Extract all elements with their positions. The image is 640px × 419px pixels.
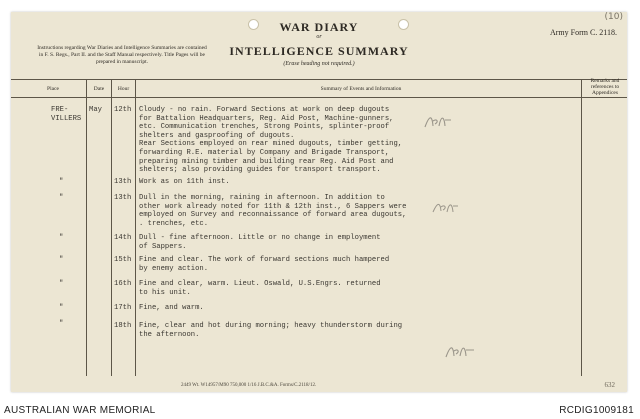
column-divider — [135, 79, 136, 376]
page-mark: (10) — [604, 12, 623, 22]
title-war-diary: WAR DIARY — [279, 20, 359, 34]
column-header-remarks: Remarks and references to Appendices — [590, 78, 620, 96]
entry-summary: Cloudy - no rain. Forward Sections at work on deep dugouts for Battalion Headquarters, Reg. Aid Post, Machine-gunners, etc. Communication trenches, Strong Points, splinter-proof shelters and gasproofing of dugouts. Rear Sections employed on rear mined dugouts, timber getting, forwarding R.E. material by Company and Brigade Transport, preparing mining timber and building rear Reg. Aid Post and shelters; also providing guides for transport transport. — [139, 106, 403, 175]
entry-day: 14th — [114, 234, 132, 242]
entry-summary: Work as on 11th inst. — [139, 178, 230, 186]
title-subtitle: (Erase heading not required.) — [283, 61, 355, 67]
entry-day: 13th — [114, 178, 132, 186]
entry-day: 13th — [114, 194, 132, 202]
entry-place: " — [59, 280, 64, 288]
entry-place: " — [59, 234, 64, 242]
column-divider — [86, 79, 87, 376]
archive-id: RCDIG1009181 — [559, 405, 634, 416]
table-header-rule — [11, 97, 627, 98]
page-number: 632 — [604, 381, 615, 389]
archive-caption-bar — [0, 403, 640, 419]
column-divider — [111, 79, 112, 376]
entry-place: " — [59, 194, 64, 202]
entry-summary: Dull in the morning, raining in afternoon. In addition to other work already noted for 11th & 12th inst., 6 Sappers were employed on Survey and reconnaissance of forward area dugouts, . trenches, etc. — [139, 194, 407, 228]
title-intelligence-summary: INTELLIGENCE SUMMARY — [229, 44, 409, 58]
entry-summary: Fine, and warm. — [139, 304, 204, 312]
handwritten-initials-mark — [444, 342, 476, 360]
entry-day: 18th — [114, 322, 132, 330]
entry-summary: Fine and clear, warm. Lieut. Oswald, U.S.Engrs. returned to his unit. — [139, 280, 381, 297]
handwritten-initials-mark — [423, 112, 453, 130]
entry-place: " — [59, 320, 64, 328]
entry-place: FRE- VILLERS — [51, 106, 82, 123]
entry-place: " — [59, 304, 64, 312]
column-header-hour: Hour — [117, 86, 130, 92]
diary-sheet — [11, 12, 627, 392]
entry-date: May — [89, 106, 102, 114]
entry-day: 17th — [114, 304, 132, 312]
entry-day: 12th — [114, 106, 132, 114]
form-number: Army Form C. 2118. — [549, 28, 617, 37]
entry-place: " — [59, 178, 64, 186]
entry-day: 16th — [114, 280, 132, 288]
title-or: or — [316, 34, 322, 40]
handwritten-initials-mark — [431, 199, 459, 215]
column-header-place: Place — [47, 86, 59, 92]
print-line: 2449 Wt. W14957/M90 750,000 1/16 J.B.C.&A. Forms/C.2118/12. — [181, 383, 317, 388]
entry-summary: Fine, clear and hot during morning; heavy thunderstorm during the afternoon. — [139, 322, 403, 339]
entry-place: " — [59, 256, 64, 264]
archive-name: AUSTRALIAN WAR MEMORIAL — [4, 405, 156, 416]
column-header-summary: Summary of Events and Information — [320, 86, 402, 92]
entry-summary: Fine and clear. The work of forward sections much hampered by enemy action. — [139, 256, 390, 273]
column-header-date: Date — [93, 86, 105, 92]
table-top-rule — [11, 79, 627, 80]
instructions-text: Instructions regarding War Diaries and Intelligence Summaries are contained in F. S. Regs., Part II. and the Staff Manual respectively. Title Pages will be prepared in manuscript. — [37, 45, 207, 65]
column-divider — [581, 79, 582, 376]
entry-summary: Dull - fine afternoon. Little or no change in employment of Sappers. — [139, 234, 381, 251]
entry-day: 15th — [114, 256, 132, 264]
